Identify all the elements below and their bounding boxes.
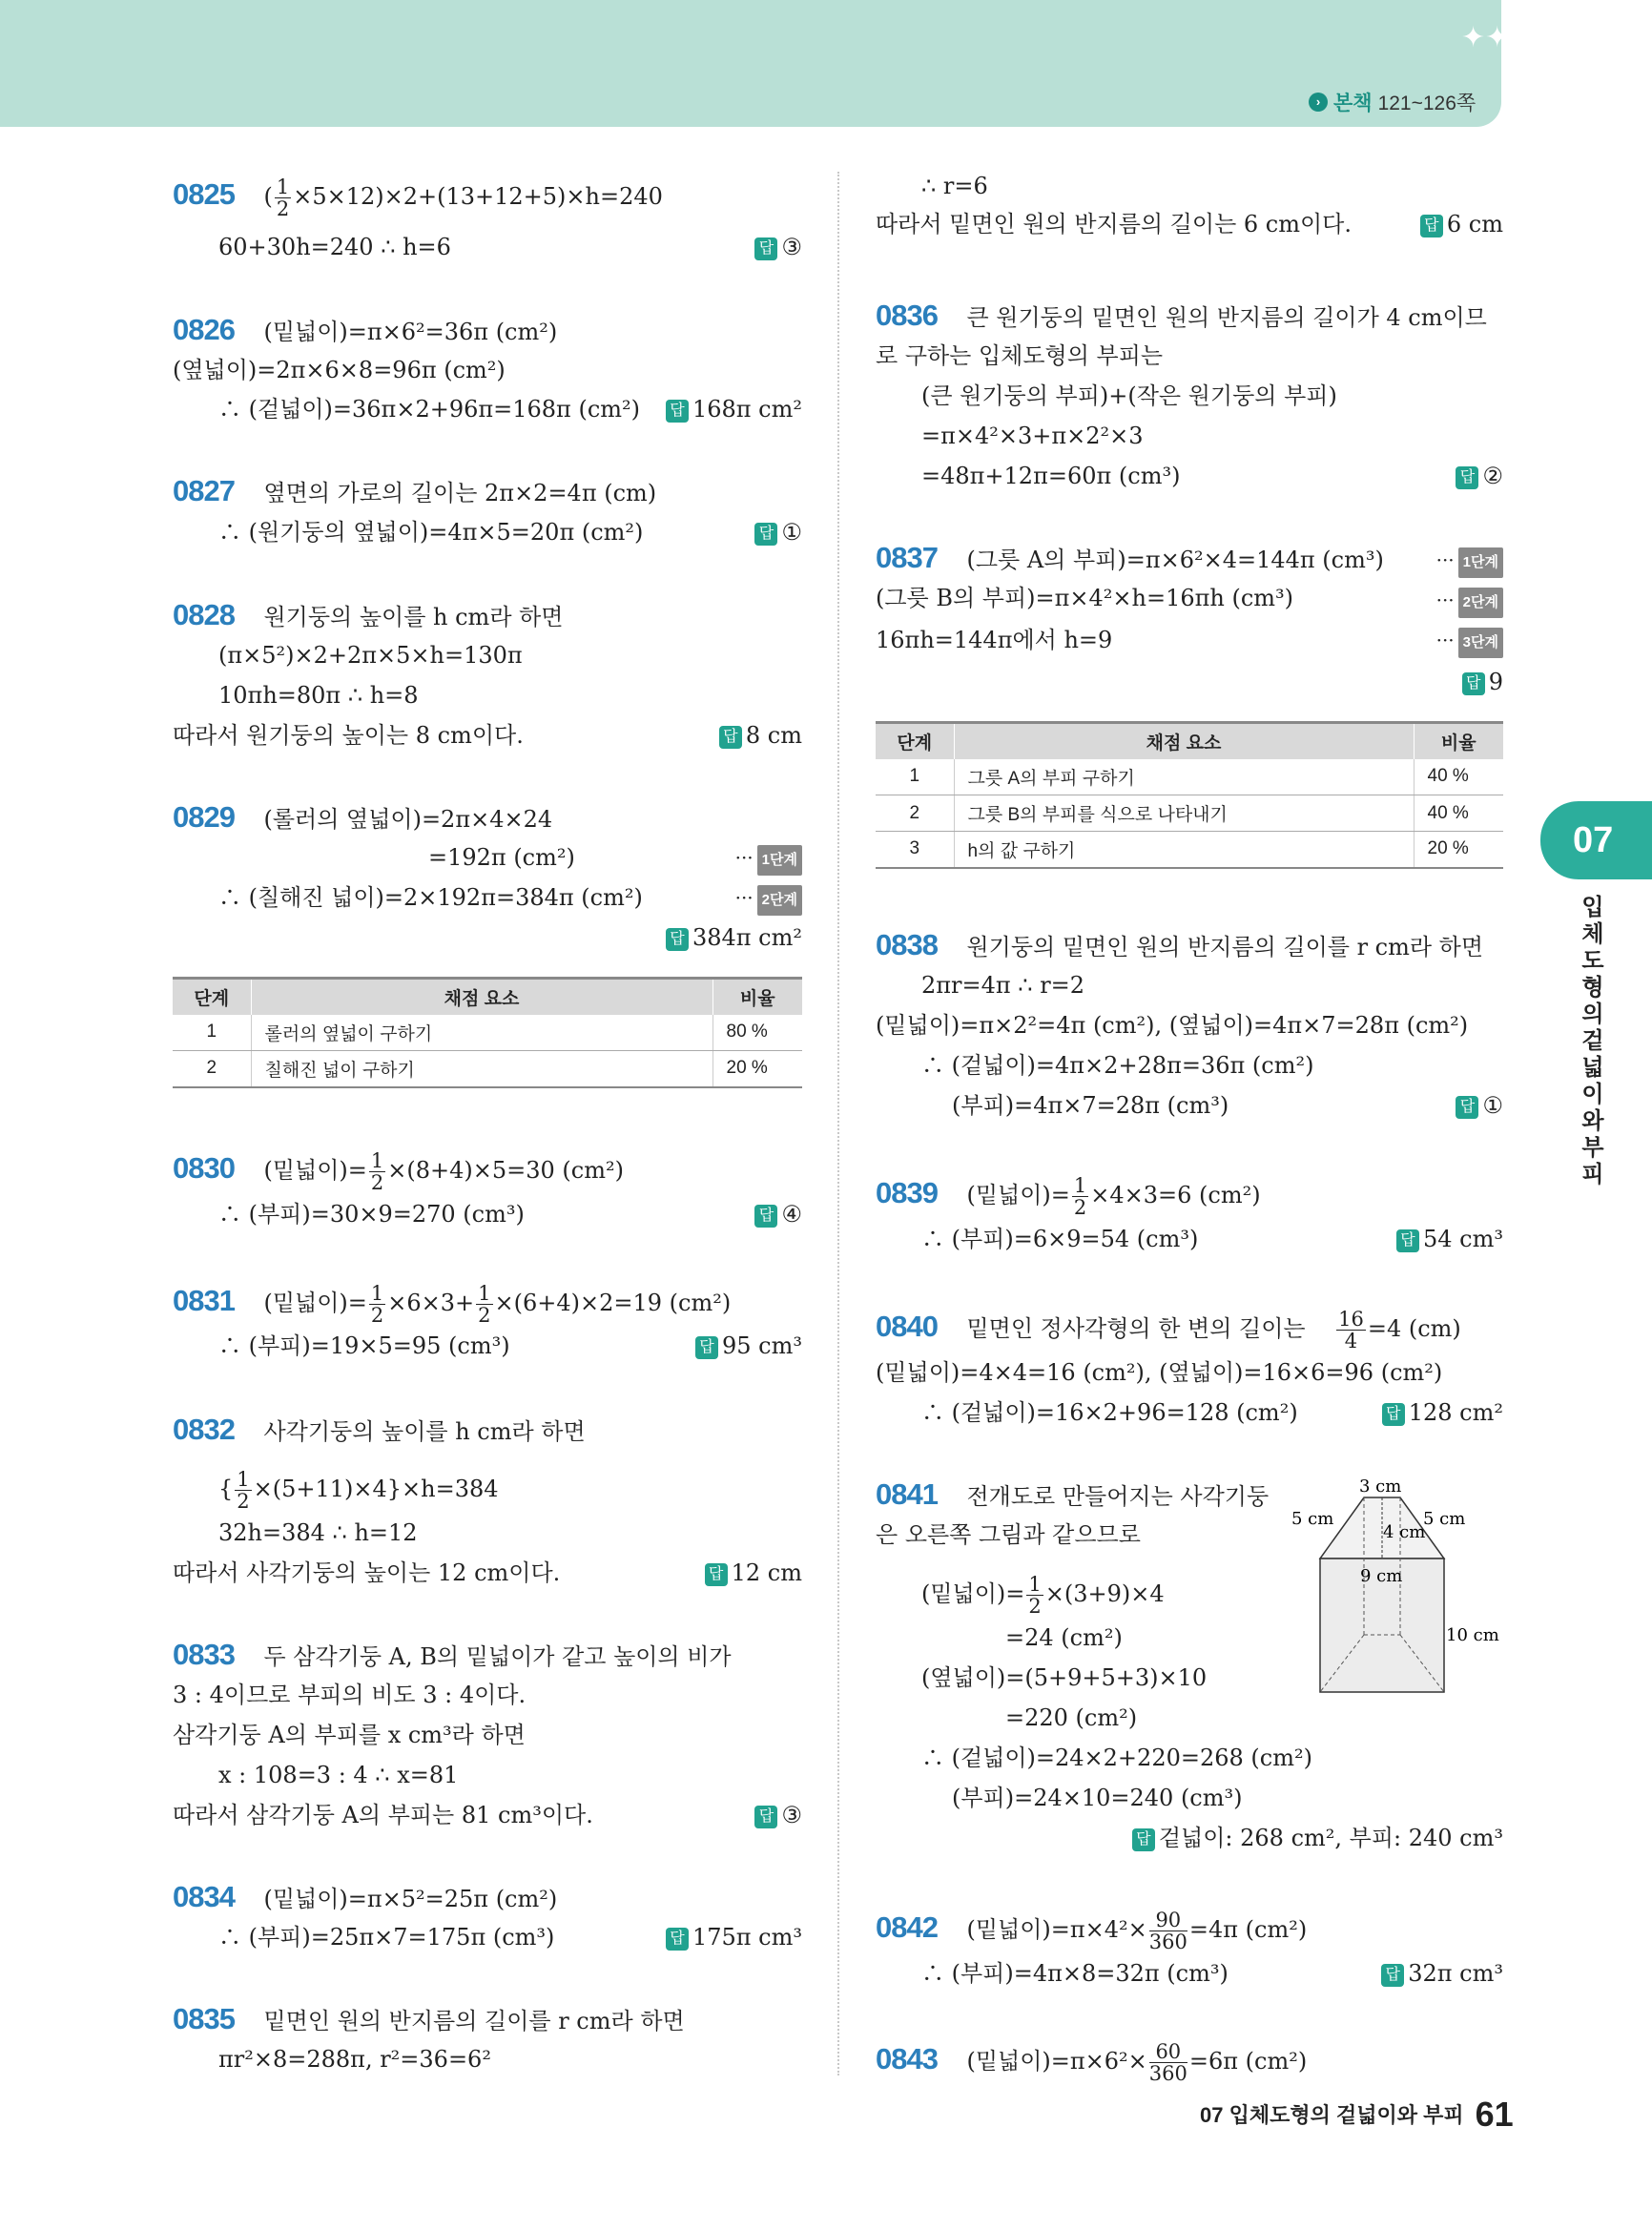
- column-divider: [837, 172, 839, 2075]
- problem-0840-line1: 0840 밑면인 정사각형의 한 변의 길이는 $\frac{16}{4}$ =4 (cm): [876, 1308, 1461, 1352]
- answer-0832: 답 12 cm: [705, 1559, 802, 1587]
- answer-0828: 답 8 cm: [719, 721, 802, 750]
- problem-0843-line1: 0843 (밑넓이)=π×6²× $\frac{60}{360}$ =6π (cm²): [876, 2040, 1308, 2085]
- answer-0831: 답 95 cm³: [695, 1332, 802, 1360]
- fig-label-top: 3 cm: [1359, 1476, 1402, 1497]
- fig-label-height: 10 cm: [1446, 1625, 1499, 1645]
- prism-figure: [1288, 1476, 1517, 1705]
- table-row: 1 그릇 A의 부피 구하기 40 %: [876, 759, 1503, 795]
- problem-0830-line1: 0830 (밑넓이)= $\frac{1}{2}$ ×(8+4)×5=30 (cm²): [173, 1149, 624, 1194]
- sparkle-icon: ✦✦: [1461, 21, 1510, 54]
- table-row: 2 칠해진 넓이 구하기 20 %: [173, 1051, 802, 1087]
- answer-0842: 답 32π cm³: [1381, 1959, 1503, 1988]
- scoring-table-0837: 단계 채점 요소 비율 1 그릇 A의 부피 구하기 40 % 2 그릇 B의 부피를 식으로 나타내기 40 % 3 h의 값 구하기 20 %: [876, 721, 1503, 869]
- scoring-table-0829: 단계 채점 요소 비율 1 롤러의 옆넓이 구하기 80 % 2 칠해진 넓이 구하기 20 %: [173, 977, 802, 1088]
- answer-0825: 답 ③: [754, 233, 802, 261]
- answer-0827: 답 ①: [754, 518, 802, 547]
- fig-label-right: 5 cm: [1423, 1509, 1466, 1529]
- answer-0839: 답 54 cm³: [1396, 1225, 1503, 1253]
- problem-0825-line1: 0825 ( $\frac{1}{2}$ ×5×12)×2+(13+12+5)×h=240: [173, 176, 663, 220]
- fig-label-bottom: 9 cm: [1360, 1566, 1403, 1586]
- problem-0841-line1: 0841 전개도로 만들어지는 사각기둥: [876, 1477, 1270, 1511]
- problem-0837-line1: 0837 (그릇 A의 부피)=π×6²×4=144π (cm³): [876, 541, 1384, 574]
- answer-0834: 답 175π cm³: [666, 1923, 802, 1951]
- problem-0832-line1: 0832 사각기둥의 높이를 h cm라 하면: [173, 1413, 586, 1446]
- answer-0830: 답 ④: [754, 1200, 802, 1229]
- table-row: 3 h의 값 구하기 20 %: [876, 832, 1503, 868]
- page-number: 61: [1475, 2095, 1514, 2134]
- problem-0831-line1: 0831 (밑넓이)= $\frac{1}{2}$ ×6×3+ $\frac{1}{2}$ ×(6+4)×2=19 (cm²): [173, 1282, 732, 1327]
- answer-0829: 답 384π cm²: [666, 923, 802, 952]
- answer-0837: 답 9: [1462, 668, 1503, 696]
- answer-0841: 답 겉넓이: 268 cm², 부피: 240 cm³: [1132, 1824, 1503, 1852]
- problem-0835-line1: 0835 밑면인 원의 반지름의 길이를 r cm라 하면: [173, 2002, 685, 2035]
- problem-0836-line1: 0836 큰 원기둥의 밑면인 원의 반지름의 길이가 4 cm이므: [876, 299, 1487, 332]
- fig-label-h: 4 cm: [1383, 1522, 1426, 1542]
- page-reference: › 본책 121~126쪽: [1309, 88, 1476, 116]
- answer-0836: 답 ②: [1456, 462, 1503, 490]
- header-band: [0, 0, 1501, 127]
- answer-0833: 답 ③: [754, 1801, 802, 1829]
- chapter-tab: 07: [1540, 801, 1652, 879]
- problem-0842-line1: 0842 (밑넓이)=π×4²× $\frac{90}{360}$ =4π (cm²): [876, 1909, 1308, 1953]
- answer-0840: 답 128 cm²: [1382, 1398, 1503, 1427]
- answer-0826: 답 168π cm²: [666, 395, 802, 423]
- problem-0829-line1: 0829 (롤러의 옆넓이)=2π×4×24: [173, 800, 553, 834]
- table-row: 1 롤러의 옆넓이 구하기 80 %: [173, 1015, 802, 1051]
- fig-label-left: 5 cm: [1291, 1509, 1334, 1529]
- arrow-icon: ›: [1309, 93, 1328, 112]
- problem-0827-line1: 0827 옆면의 가로의 길이는 2π×2=4π (cm): [173, 474, 657, 507]
- answer-0838: 답 ①: [1456, 1091, 1503, 1120]
- table-row: 2 그릇 B의 부피를 식으로 나타내기 40 %: [876, 795, 1503, 832]
- problem-0839-line1: 0839 (밑넓이)= $\frac{1}{2}$ ×4×3=6 (cm²): [876, 1174, 1261, 1219]
- problem-0834-line1: 0834 (밑넓이)=π×5²=25π (cm²): [173, 1880, 558, 1913]
- chapter-title: 입체도형의 겉넓이와 부피: [1581, 895, 1604, 1187]
- problem-0828-line1: 0828 원기둥의 높이를 h cm라 하면: [173, 598, 564, 631]
- problem-0838-line1: 0838 원기둥의 밑면인 원의 반지름의 길이를 r cm라 하면: [876, 928, 1484, 961]
- page-footer: 07 입체도형의 겉넓이와 부피 61: [1200, 2095, 1514, 2134]
- problem-0833-line1: 0833 두 삼각기둥 A, B의 밑넓이가 같고 높이의 비가: [173, 1638, 732, 1671]
- answer-0835: 답 6 cm: [1420, 210, 1503, 238]
- problem-0826-line1: 0826 (밑넓이)=π×6²=36π (cm²): [173, 313, 558, 346]
